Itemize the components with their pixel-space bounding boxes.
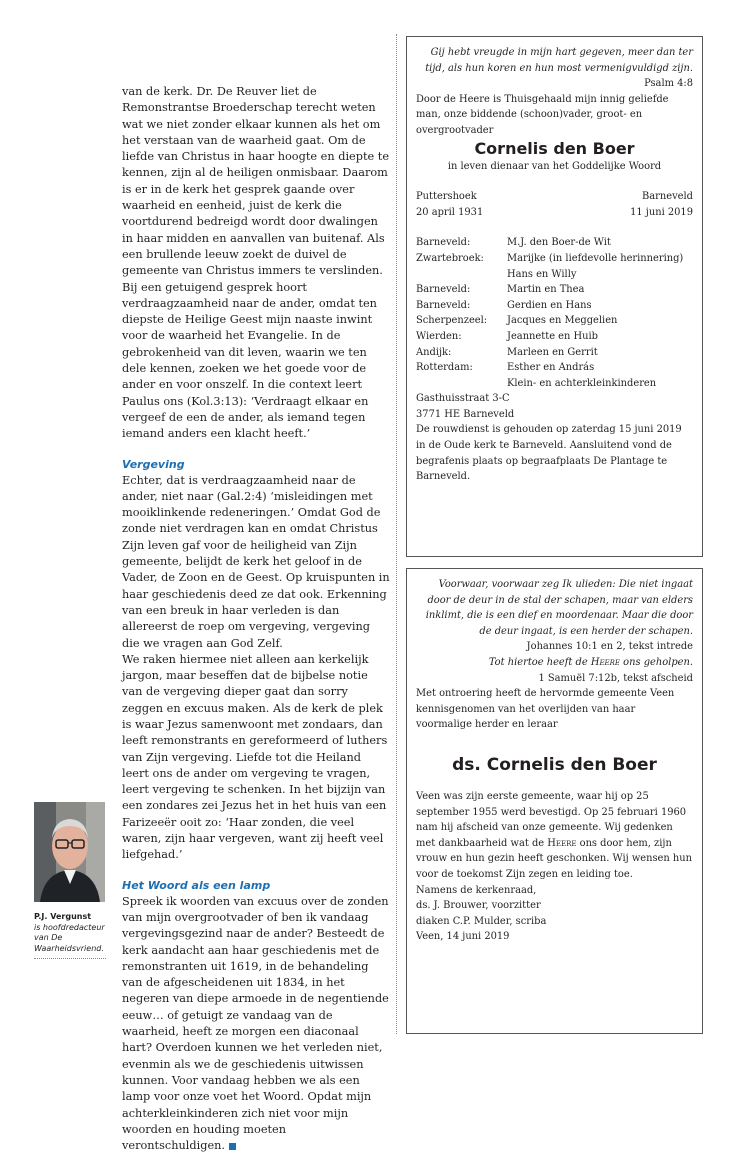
notice-quote: Gij hebt vreugde in mijn hart gegeven, meer dan ter tijd, als hun koren en hun most vermenigvuldigd zijn.: [425, 47, 693, 74]
body-text-b: ons door hem, zijn vrouw en hun gezin heeft geschonken. Wij wensen hun voor de toekomst Zijn zegen en leiding toe.: [416, 837, 692, 880]
family-names: Martin en Thea: [507, 284, 585, 296]
family-names: M.J. den Boer-de Wit: [507, 237, 611, 249]
family-place: Scherpenzeel:: [416, 315, 488, 327]
author-role: is hoofdredacteur van De Waarheidsvriend.: [34, 922, 105, 953]
notice-quote: Voorwaar, voorwaar zeg Ik ulieden: Die niet ingaat door de deur in de stal der schapen, maar van elders inklimt, die is een dief en moordenaar. Maar die door de deur ingaat, is een herder der schapen.: [425, 579, 693, 637]
signer-1: ds. J. Brouwer, voorzitter: [416, 900, 541, 912]
family-names: Esther en András: [507, 362, 595, 374]
notice-body: [416, 789, 693, 883]
family-place: Wierden:: [416, 330, 462, 342]
family-place: Andijk:: [416, 346, 452, 358]
caption-divider: [34, 958, 106, 959]
end-mark-icon: [229, 1143, 236, 1150]
notice-intro: Met ontroering heeft de hervormde gemeente Veen kennisgenomen van het overlijden van haar voormalige herder en leraar: [416, 688, 675, 731]
family-place: Rotterdam:: [416, 362, 473, 374]
family-row: [416, 298, 683, 314]
subheading-vergeving: Vergeving: [122, 457, 185, 471]
family-row: [416, 345, 683, 361]
article-paragraph: We raken hiermee niet alleen aan kerkelijk jargon, maar beseffen dat de bijbelse notie van de vergeving dieper gaat dan sorry zeggen en excuus maken. Als de kerk de plek is waar Jezus samenwoont met zondaars, dan leeft remonstrants en gereformeerd of luthers van Zijn vergeving. Liefde tot die Heiland leert ons de ander om vergeving te vragen, leert vergeving te schenken. In het bijzijn van een zondares zei Jezus het in het huis van een Farizeeër ooit zo: ‘Haar zonden, die veel waren, zijn haar vergeven, want zij heeft veel liefgehad.’: [122, 652, 388, 862]
family-list: [416, 235, 683, 375]
family-names: Marijke (in liefdevolle herinnering): [507, 252, 684, 264]
family-row: [416, 329, 683, 345]
notice-quote-reference: Psalm 4:8: [644, 78, 693, 90]
death-date: 11 juni 2019: [630, 206, 693, 218]
column-divider: [396, 34, 397, 1034]
body-text-a: Veen was zijn eerste gemeente, waar hij op 25 september 1955 werd bevestigd. Op 25 februari 1960 nam hij afscheid van onze gemeente. Wij gedenken met dankbaarheid wat de: [416, 790, 687, 849]
author-block: [34, 802, 106, 959]
article-column: [122, 84, 390, 1154]
article-paragraph: van de kerk. Dr. De Reuver liet de Remonstrantse Broederschap terecht weten wat we niet zonder elkaar kunnen als het om het verstaan van de waarheid gaat. Om de liefde van Christus in haar hoogte en diepte te kennen, zijn al de heiligen onmisbaar. Daarom is er in de kerk het gesprek gaande over waarheid en eenheid, juist de kerk die voortdurend bedreigd wordt door dwalingen in haar midden en aanvallen van buitenaf. Als een brullende leeuw zoekt de duivel de gemeente van Christus immers te verslinden.: [122, 85, 390, 278]
family-names: Marleen en Gerrit: [507, 346, 598, 358]
family-names: Gerdien en Hans: [507, 299, 592, 311]
notice-quote-reference: Johannes 10:1 en 2, tekst intrede: [526, 641, 693, 653]
article-paragraph: Bij een getuigend gesprek hoort verdraagzaamheid naar de ander, omdat ten diepste de Heilige Geest mijn naaste inwint voor de waarheid het Evangelie. In de gebrokenheid van dit leven, waarin we ten dele kennen, zoeken we het goede voor de ander en voor onszelf. In die context leert Paulus ons (Kol.3:13): ‘Verdraagt elkaar en vergeef de een de ander, als iemand tegen iemand anders een klacht heeft.’: [122, 280, 377, 441]
family-names: Jacques en Meggelien: [507, 315, 618, 327]
family-row: [416, 267, 683, 283]
author-caption: [34, 912, 106, 954]
family-place: Barneveld:: [416, 237, 471, 249]
family-row: [416, 282, 683, 298]
address-line-2: 3771 HE Barneveld: [416, 408, 515, 420]
family-row: [416, 251, 683, 267]
article-paragraph-text: Spreek ik woorden van excuus over de zonden van mijn overgrootvader of ben ik vandaag vergevingsgezind naar de ander? Besteedt de kerk aandacht aan haar geschiedenis met de remonstranten uit 1619, in de behandeling van de afgescheidenen uit 1834, in het negeren van diepe armoede in de negentiende eeuw… of getuigt ze vandaag van de waarheid, heeft ze morgen een diaconaal hart? Overdoen kunnen we het verleden niet, evenmin als we de geschiedenis uitwissen kunnen. Voor vandaag hebben we als een lamp voor onze voet het Woord. Opdat mijn achterkleinkinderen zich niet voor mijn woorden en houding moeten verontschuldigen.: [122, 894, 389, 1153]
family-names: Hans en Willy: [507, 268, 577, 280]
death-notice-family: [406, 36, 703, 557]
grandchildren-line: Klein- en achterkleinkinderen: [507, 377, 657, 389]
family-row: [416, 313, 683, 329]
birth-death-places: [416, 189, 693, 220]
signer-2: diaken C.P. Mulder, scriba: [416, 915, 547, 927]
author-photo: [34, 802, 105, 902]
author-name: P.J. Vergunst: [34, 912, 92, 921]
service-info: De rouwdienst is gehouden op zaterdag 15 juni 2019 in de Oude kerk te Barneveld. Aansluitend vond de begrafenis plaats op begraafplaats De Plantage te Barneveld.: [416, 424, 682, 483]
article-paragraph: Echter, dat is verdraagzaamheid naar de ander, niet naar (Gal.2:4) ‘misleidingen met mooiklinkende redeneringen.’ Omdat God de zonde niet verdragen kan en omdat Christus Zijn leven gaf voor de heiligheid van Zijn gemeente, belijdt de kerk het geloof in de Vader, de Zoon en de Geest. Op kruispunten in haar geschiedenis deed ze dat ook. Erkenning van een breuk in haar verleden is dan allereerst de roep om vergeving, vergeving die we vragen aan God Zelf.: [122, 473, 390, 650]
quote2-text-a: Tot hiertoe heeft de: [488, 656, 591, 668]
address-line-1: Gasthuisstraat 3-C: [416, 393, 510, 405]
body-heere: Heere: [547, 837, 577, 849]
family-place: Zwartebroek:: [416, 252, 484, 264]
birth-place: Puttershoek: [416, 191, 477, 203]
deceased-name: Cornelis den Boer: [474, 138, 635, 158]
death-place: Barneveld: [642, 191, 693, 203]
quote2-heere: Heere: [590, 656, 621, 668]
death-notice-congregation: [406, 568, 703, 1034]
birth-date: 20 april 1931: [416, 206, 484, 218]
notice-date: Veen, 14 juni 2019: [416, 931, 510, 943]
notice-quote-2: [416, 655, 693, 671]
deceased-name: ds. Cornelis den Boer: [452, 754, 657, 775]
sign-intro: Namens de kerkenraad,: [416, 884, 537, 896]
quote2-text-b: ons geholpen.: [620, 656, 693, 668]
family-row: [416, 235, 683, 251]
family-place: Barneveld:: [416, 299, 471, 311]
deceased-subtitle: in leven dienaar van het Goddelijke Woord: [447, 160, 662, 172]
subheading-woord-lamp: Het Woord als een lamp: [122, 878, 271, 892]
family-row: [416, 360, 683, 376]
article-paragraph-final: [122, 894, 390, 1154]
family-place: [416, 267, 507, 283]
family-place: Barneveld:: [416, 284, 471, 296]
family-names: Jeannette en Huib: [507, 330, 598, 342]
notice-intro: Door de Heere is Thuisgehaald mijn innig geliefde man, onze biddende (schoon)vader, groot- en overgrootvader: [416, 93, 669, 136]
notice-quote-2-reference: 1 Samuël 7:12b, tekst afscheid: [538, 672, 693, 684]
